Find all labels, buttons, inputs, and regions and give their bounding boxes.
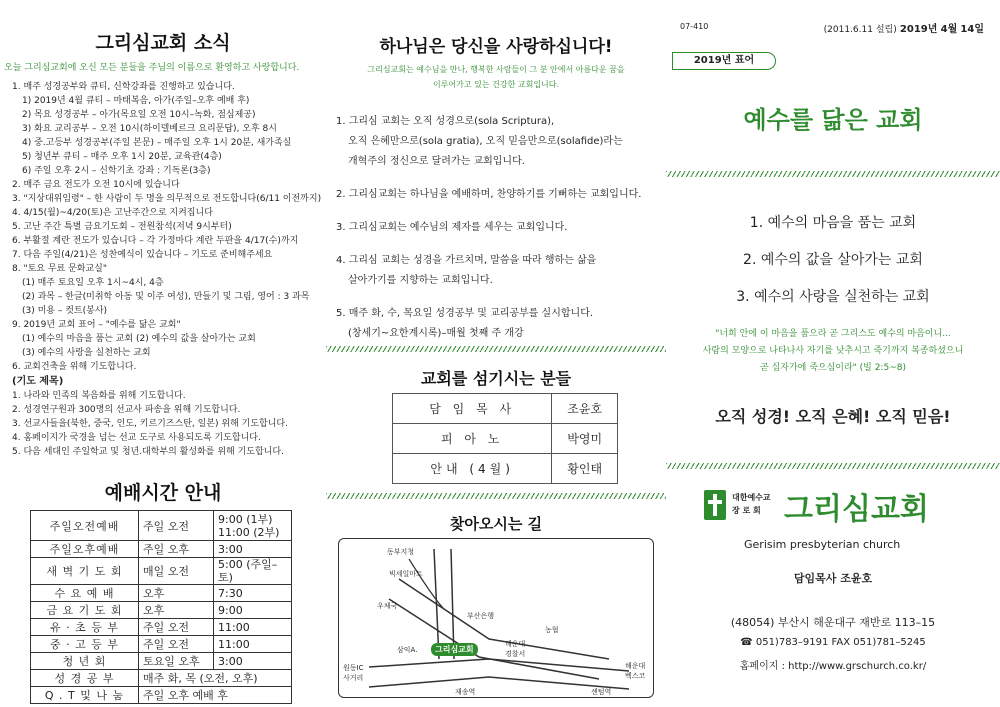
love-point-line: 1. 그리심 교회는 오직 성경으로(sola Scriptura), [336,116,555,127]
worship-when [139,511,214,541]
map-label: 빅세일마트 [389,570,423,578]
denomination [732,491,771,517]
news-item: 3. "지상대위임령" – 한 사람이 두 명을 의무적으로 전도합니다(6/11 이전까지) [12,194,322,204]
news-item: (1) 예수의 마음을 품는 교회 (2) 예수의 값을 살아가는 교회 [22,334,256,344]
news-item: (2) 과목 – 한글(미취학 아동 및 이주 여성), 만들기 및 그림, 영어 : 3 과목 [22,292,310,302]
directions-map [338,538,654,698]
motto-items [666,205,1000,316]
motto-column [666,0,1000,707]
news-item: 6. 교회건축을 위해 기도합니다. [12,362,137,372]
pastor-name: 담임목사 조윤호 [793,572,873,585]
bulletin-date [824,20,984,35]
slogan: 오직 성경! 오직 은혜! 오직 믿음! [715,407,951,426]
phone-text: 051)783–9191 FAX 051)781–5245 [755,637,926,648]
map-label: 센텀역 [591,688,612,696]
worship-time: 7:30 [214,585,292,602]
worship-time: 5:00 (주일–토) [214,558,292,585]
motto-item: 3. 예수의 사랑을 실천하는 교회 [736,289,930,305]
motto-item: 1. 예수의 마음을 품는 교회 [749,215,917,231]
worship-name: 수 요 예 배 [31,585,139,602]
servant-row [393,394,618,424]
worship-row [31,653,292,670]
servants-table [392,393,618,484]
love-point [336,112,641,172]
month: 4월 [940,24,958,35]
map-label: 우체국 [377,602,398,610]
news-item: 5. 고난 주간 특별 금요기도회 – 전원참석(저녁 9시부터) [12,222,232,232]
worship-time: 9:00 (1부) 11:00 (2부) [214,511,292,541]
divider [666,171,1000,177]
prayer-title: (기도 제목) [12,376,64,387]
year: 2019년 [899,24,938,35]
church-logo-icon [704,490,726,520]
map-label: 삼익A. [397,646,418,654]
love-point-line: 5. 매주 화, 수, 목요일 성경공부 및 교리공부를 실시합니다. [336,308,594,319]
worship-name: 중 · 고 등 부 [31,636,139,653]
news-item: 2. 매주 금요 전도가 오전 10시에 있습니다 [12,180,180,190]
worship-day: 주일 오후 [143,543,190,556]
worship-row [31,541,292,558]
worship-name: Q . T 및 나 눔 [31,687,139,704]
servants-title: 교회를 섬기시는 분들 [420,369,572,388]
news-item: (3) 예수의 사랑을 실천하는 교회 [22,348,151,358]
servant-row [393,424,618,454]
worship-time: 3:00 [214,653,292,670]
news-item: 6) 주일 오후 2시 – 신학기초 강좌 : 기독론(3층) [22,166,211,176]
worship-row [31,687,292,704]
worship-when [139,619,214,636]
worship-day: 오후 [143,587,165,600]
news-item: 1. 매주 성경공부와 큐티, 신학강좌를 진행하고 있습니다. [12,82,235,92]
worship-name: 주일오전예배 [31,511,139,541]
divider [326,493,666,499]
worship-day: 오후 [143,604,165,617]
worship-when [139,687,292,704]
worship-name: 주일오후예배 [31,541,139,558]
worship-row [31,602,292,619]
love-column [326,0,666,707]
servant-row [393,454,618,484]
map-label: 사거리 [343,674,364,682]
worship-when [139,558,214,585]
map-label: 농협 [545,626,559,634]
bible-verse [666,326,1000,377]
servant-role: 피 아 노 [393,424,552,454]
worship-time: 11:00 [214,619,292,636]
worship-when [139,585,214,602]
phone-icon: ☎ [740,637,756,648]
denomination-line: 대한예수교 [732,493,771,502]
news-item: 5) 청년부 큐티 – 매주 오후 1시 20분, 교육관(4층) [22,152,222,162]
worship-day: 주일 오전 [143,621,190,634]
worship-day: 매일 오전 [143,565,190,578]
motto-item: 2. 예수의 값을 살아가는 교회 [743,252,923,268]
founded-date: (2011.6.11 설립) [823,25,897,35]
prayer-item: 1. 나라와 민족의 복음화를 위해 기도합니다. [12,391,186,401]
news-title: 그리심교회 소식 [95,32,231,54]
homepage-link[interactable]: 홈페이지 : http://www.grschurch.co.kr/ [739,661,927,672]
worship-row [31,670,292,687]
worship-time: 9:00 [214,602,292,619]
love-intro-line: 그리심교회는 예수님을 만나, 행복한 사람들이 그 분 안에서 아름다운 꿈을 [367,65,625,74]
worship-row [31,511,292,541]
worship-when [139,636,214,653]
verse-line: 사람의 모양으로 나타나사 자기를 낮추시고 죽기까지 복종하셨으니 [702,346,964,356]
map-label: 동부지청 [387,548,415,556]
news-item: 3) 화요 교리공부 – 오전 10시(하이델베르크 요리문답), 오후 8시 [22,124,277,134]
prayer-item: 3. 선교사들을(북한, 중국, 인도, 키르기즈스탄, 일본) 위해 기도합니다. [12,419,288,429]
motto-badge: 2019년 표어 [672,52,776,70]
news-item: (1) 매주 토요일 오후 1시~4시, 4층 [22,278,164,288]
map-label: 재송역 [455,688,476,696]
worship-name: 금 요 기 도 회 [31,602,139,619]
servant-role: 담 임 목 사 [393,394,552,424]
love-point-line: 4. 그리심 교회는 성경을 가르치며, 말씀을 따라 행하는 삶을 [336,255,597,266]
love-point-line: 살아가기를 지향하는 교회입니다. [348,275,493,286]
worship-when [139,602,214,619]
divider [666,463,1000,469]
worship-row [31,585,292,602]
worship-name: 새 벽 기 도 회 [31,558,139,585]
worship-name: 유 · 초 등 부 [31,619,139,636]
church-name-en: Gerisim presbyterian church [744,538,901,551]
news-list [12,80,321,374]
love-point-line: 오직 은혜만으로(sola gratia), 오직 믿음만으로(solafide)라는 [348,136,623,147]
church-name: 그리심교회 [784,492,929,527]
bulletin-code: 07-410 [680,22,709,31]
map-label: 원동IC [343,664,364,672]
love-point-line: 3. 그리심교회는 예수님의 제자를 세우는 교회입니다. [336,222,568,233]
love-point-line: (창세기~요한계시록)–매월 첫째 주 개강 [348,328,524,339]
love-point-line: 2. 그리심교회는 하나님을 예배하며, 찬양하기를 기뻐하는 교회입니다. [336,189,642,200]
map-label: 부산은행 [467,612,495,620]
love-intro [326,62,666,92]
servant-name: 황인태 [552,454,618,484]
worship-day: 주일 오후 예배 후 [143,689,228,702]
love-intro-line: 이루어가고 있는 건강한 교회입니다. [432,80,560,89]
phone [666,637,1000,648]
address: (48054) 부산시 해운대구 재반로 113–15 [730,616,936,629]
prayer-item: 2. 성경연구원과 300명의 선교사 파송을 위해 기도합니다. [12,405,241,415]
servant-name: 조윤호 [552,394,618,424]
prayer-item: 5. 다음 세대인 주일학교 및 청년.대학부의 활성화를 위해 기도합니다. [12,447,284,457]
map-title: 찾아오시는 길 [449,515,543,533]
verse-line: 곧 십자가에 죽으심이라" (빌 2:5~8) [760,363,906,373]
welcome-text: 오늘 그리심교회에 오신 모든 분들을 주님의 이름으로 환영하고 사랑합니다. [4,63,300,73]
church-marker: 그리심교회 [431,643,478,656]
prayer-list [12,375,288,459]
motto-title: 예수를 닮은 교회 [743,106,923,134]
prayer-item: 4. 홈페이지가 국경을 넘는 선교 도구로 사용되도록 기도합니다. [12,433,261,443]
servant-name: 박영미 [552,424,618,454]
day: 14일 [960,24,984,35]
love-point-line: 개혁주의 정신으로 달려가는 교회입니다. [348,156,525,167]
love-points [336,112,641,357]
worship-row [31,558,292,585]
map-label: 해운대 [505,640,526,648]
love-point [336,218,641,238]
worship-when [139,541,214,558]
map-label: 벡스코 [625,672,646,680]
news-item: 4. 4/15(월)~4/20(토)은 고난주간으로 지켜집니다 [12,208,213,218]
news-item: 4) 중.고등부 성경공부(주일 본문) – 매주일 오후 1시 20분, 새가족실 [22,138,292,148]
news-item: 1) 2019년 4월 큐티 – 마태복음, 아가(주일–오후 예배 후) [22,96,250,106]
denomination-line: 장 로 회 [732,506,761,515]
news-item: 8. "토요 무료 문화교실" [12,264,108,274]
map-label: 경찰서 [505,650,526,658]
worship-title: 예배시간 안내 [104,482,222,504]
worship-day: 매주 화, 목 (오전, 오후) [143,672,258,685]
map-label: 해운대 [625,662,646,670]
worship-when [139,653,214,670]
worship-day: 주일 오전 [143,638,190,651]
verse-line: "너희 안에 이 마음을 품으라 곧 그리스도 예수의 마음이니... [715,329,951,339]
love-title: 하나님은 당신을 사랑하십니다! [379,37,613,57]
worship-day: 주일 오전 [143,519,190,533]
worship-time: 3:00 [214,541,292,558]
worship-day: 토요일 오후 [143,655,200,668]
map-roads [339,539,654,698]
worship-when [139,670,292,687]
worship-table [30,510,292,704]
worship-name: 청 년 회 [31,653,139,670]
news-item: 2) 목요 성경공부 – 아가(목요일 오전 10시–녹화, 점심제공) [22,110,256,120]
news-item: 7. 다음 주일(4/21)은 성찬예식이 있습니다 – 기도로 준비해주세요 [12,250,273,260]
divider [326,346,666,352]
love-point [336,185,641,205]
news-column [0,0,326,707]
love-point [336,251,641,291]
news-item: 6. 부활절 계란 전도가 있습니다 – 각 가정마다 계란 두판을 4/17(수)까지 [12,236,299,246]
servant-role: 안내 (4월) [393,454,552,484]
worship-row [31,636,292,653]
worship-name: 성 경 공 부 [31,670,139,687]
worship-row [31,619,292,636]
news-item: 9. 2019년 교회 표어 – "예수를 닮은 교회" [12,320,181,330]
news-item: (3) 미용 – 컷트(봉사) [22,306,108,316]
love-point [336,304,641,344]
worship-time: 11:00 [214,636,292,653]
